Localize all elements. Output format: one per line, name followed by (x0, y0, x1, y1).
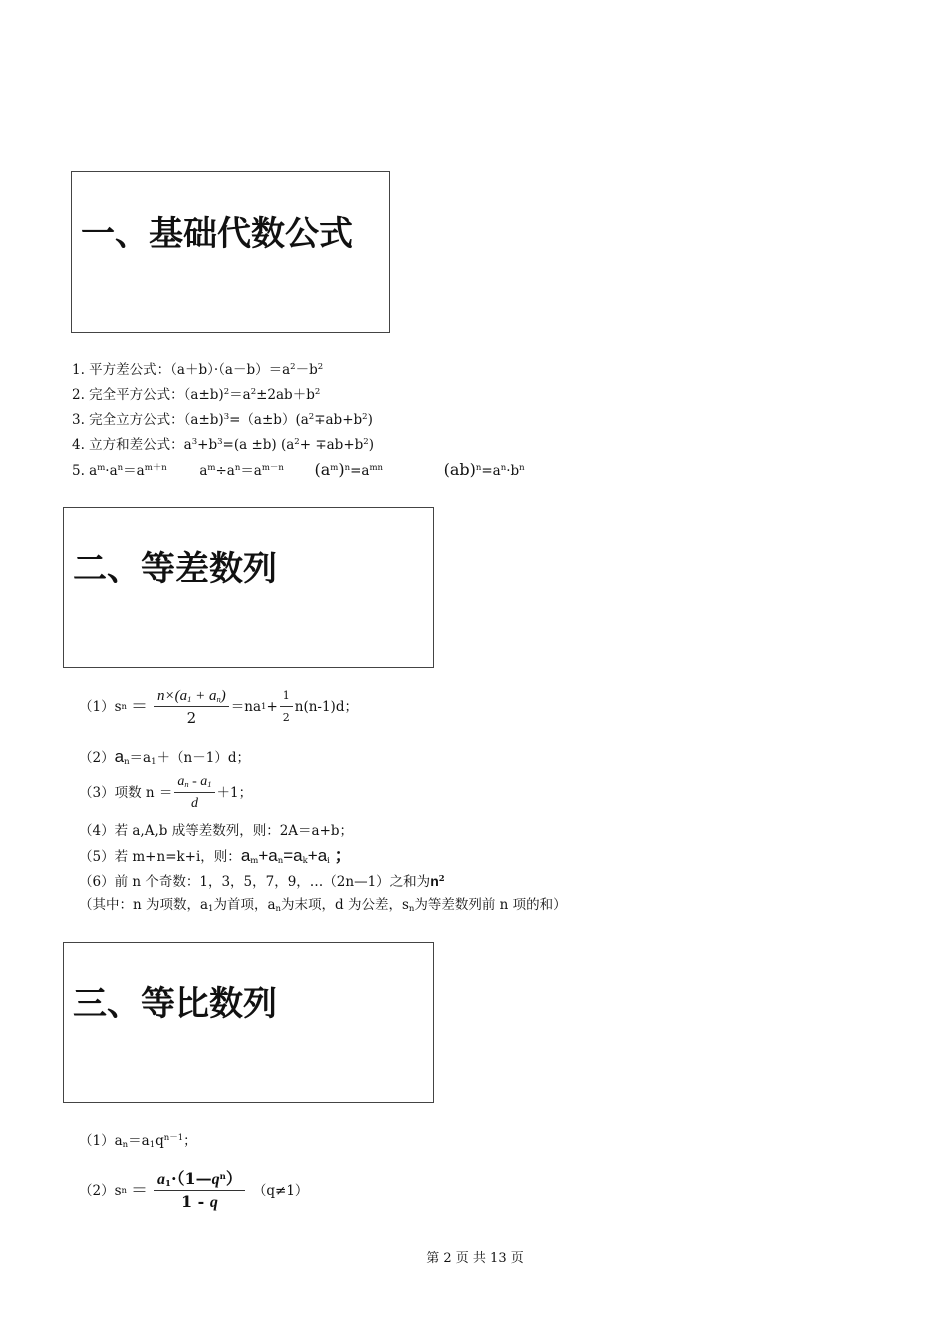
section-2-title: 二、等差数列 (73, 549, 277, 589)
odd-numbers-sum: （6）前 n 个奇数：1，3，5，7，9，…（2n—1）之和为$n^2$ (79, 873, 445, 890)
section-3-title-box (63, 942, 434, 1103)
section-1-title-box (71, 171, 390, 333)
formula-sum-difference-of-cubes: 4. 立方和差公式：$a^3+b^3=(a \pm b)$ $(a^2+ \mp ab+b^2)$ (72, 437, 374, 453)
section-1-title: 一、基础代数公式 (81, 214, 353, 254)
section-2-title-box (63, 507, 434, 668)
arithmetic-term-count: （3）项数 n ＝ $\frac{a_n - a_1}{d}$ ＋1； (79, 774, 253, 811)
geometric-sum-formula: （2）s n ＝ $\frac{a_1\cdot(1—q^n)}{1 - q}$ （q≠1） (79, 1169, 309, 1211)
page-footer: 第 2 页 共 13 页 (426, 1251, 524, 1266)
formula-perfect-cube: 3. 完全立方公式：$(a\pm b)^3=(a\pm b)(a^2\mp ab+b^2)$ (72, 412, 373, 428)
arithmetic-sum-formula: （1）s n ＝ $\frac{n\times(a_1 + a_n)}{2}$ ＝na 1 + $\frac{1}{2}$ n(n-1)d； (79, 688, 358, 727)
formula-perfect-square: 2. 完全平方公式：$(a\pm b)^2=a^2\pm 2ab+b^2$ (72, 387, 321, 403)
arithmetic-index-property: （5）若 m+n=k+i，则：$a_m+a_n=a_k+a_i$ ； (79, 846, 352, 866)
formula-exponent-rules: 5. $a^m\cdot a^n=a^{m+n}$ $a^m\div a^n=a^{m-n}$ $(a^m)^n=a^{mn}$ $(ab)^n=a^n\cdot b^n$ (72, 460, 525, 479)
section-3-title: 三、等比数列 (73, 984, 277, 1024)
arithmetic-mean: （4）若 a,A,b 成等差数列，则：2A＝a+b； (79, 823, 354, 839)
arithmetic-nth-term: $(2)a_n=a_1+(n-1)d$； (79, 747, 250, 767)
formula-difference-of-squares: 1. 平方差公式：$(a+b)\cdot(a-b)=a^2-b^2$ (72, 362, 324, 378)
geometric-nth-term: $(1)a_n=a_1q^{n-1}$； (79, 1133, 197, 1150)
arithmetic-note: （其中：n 为项数，$a_1$为首项，$a_n$为末项，d 为公差，$s_n$为等差数列前 n 项的和） (79, 897, 567, 914)
